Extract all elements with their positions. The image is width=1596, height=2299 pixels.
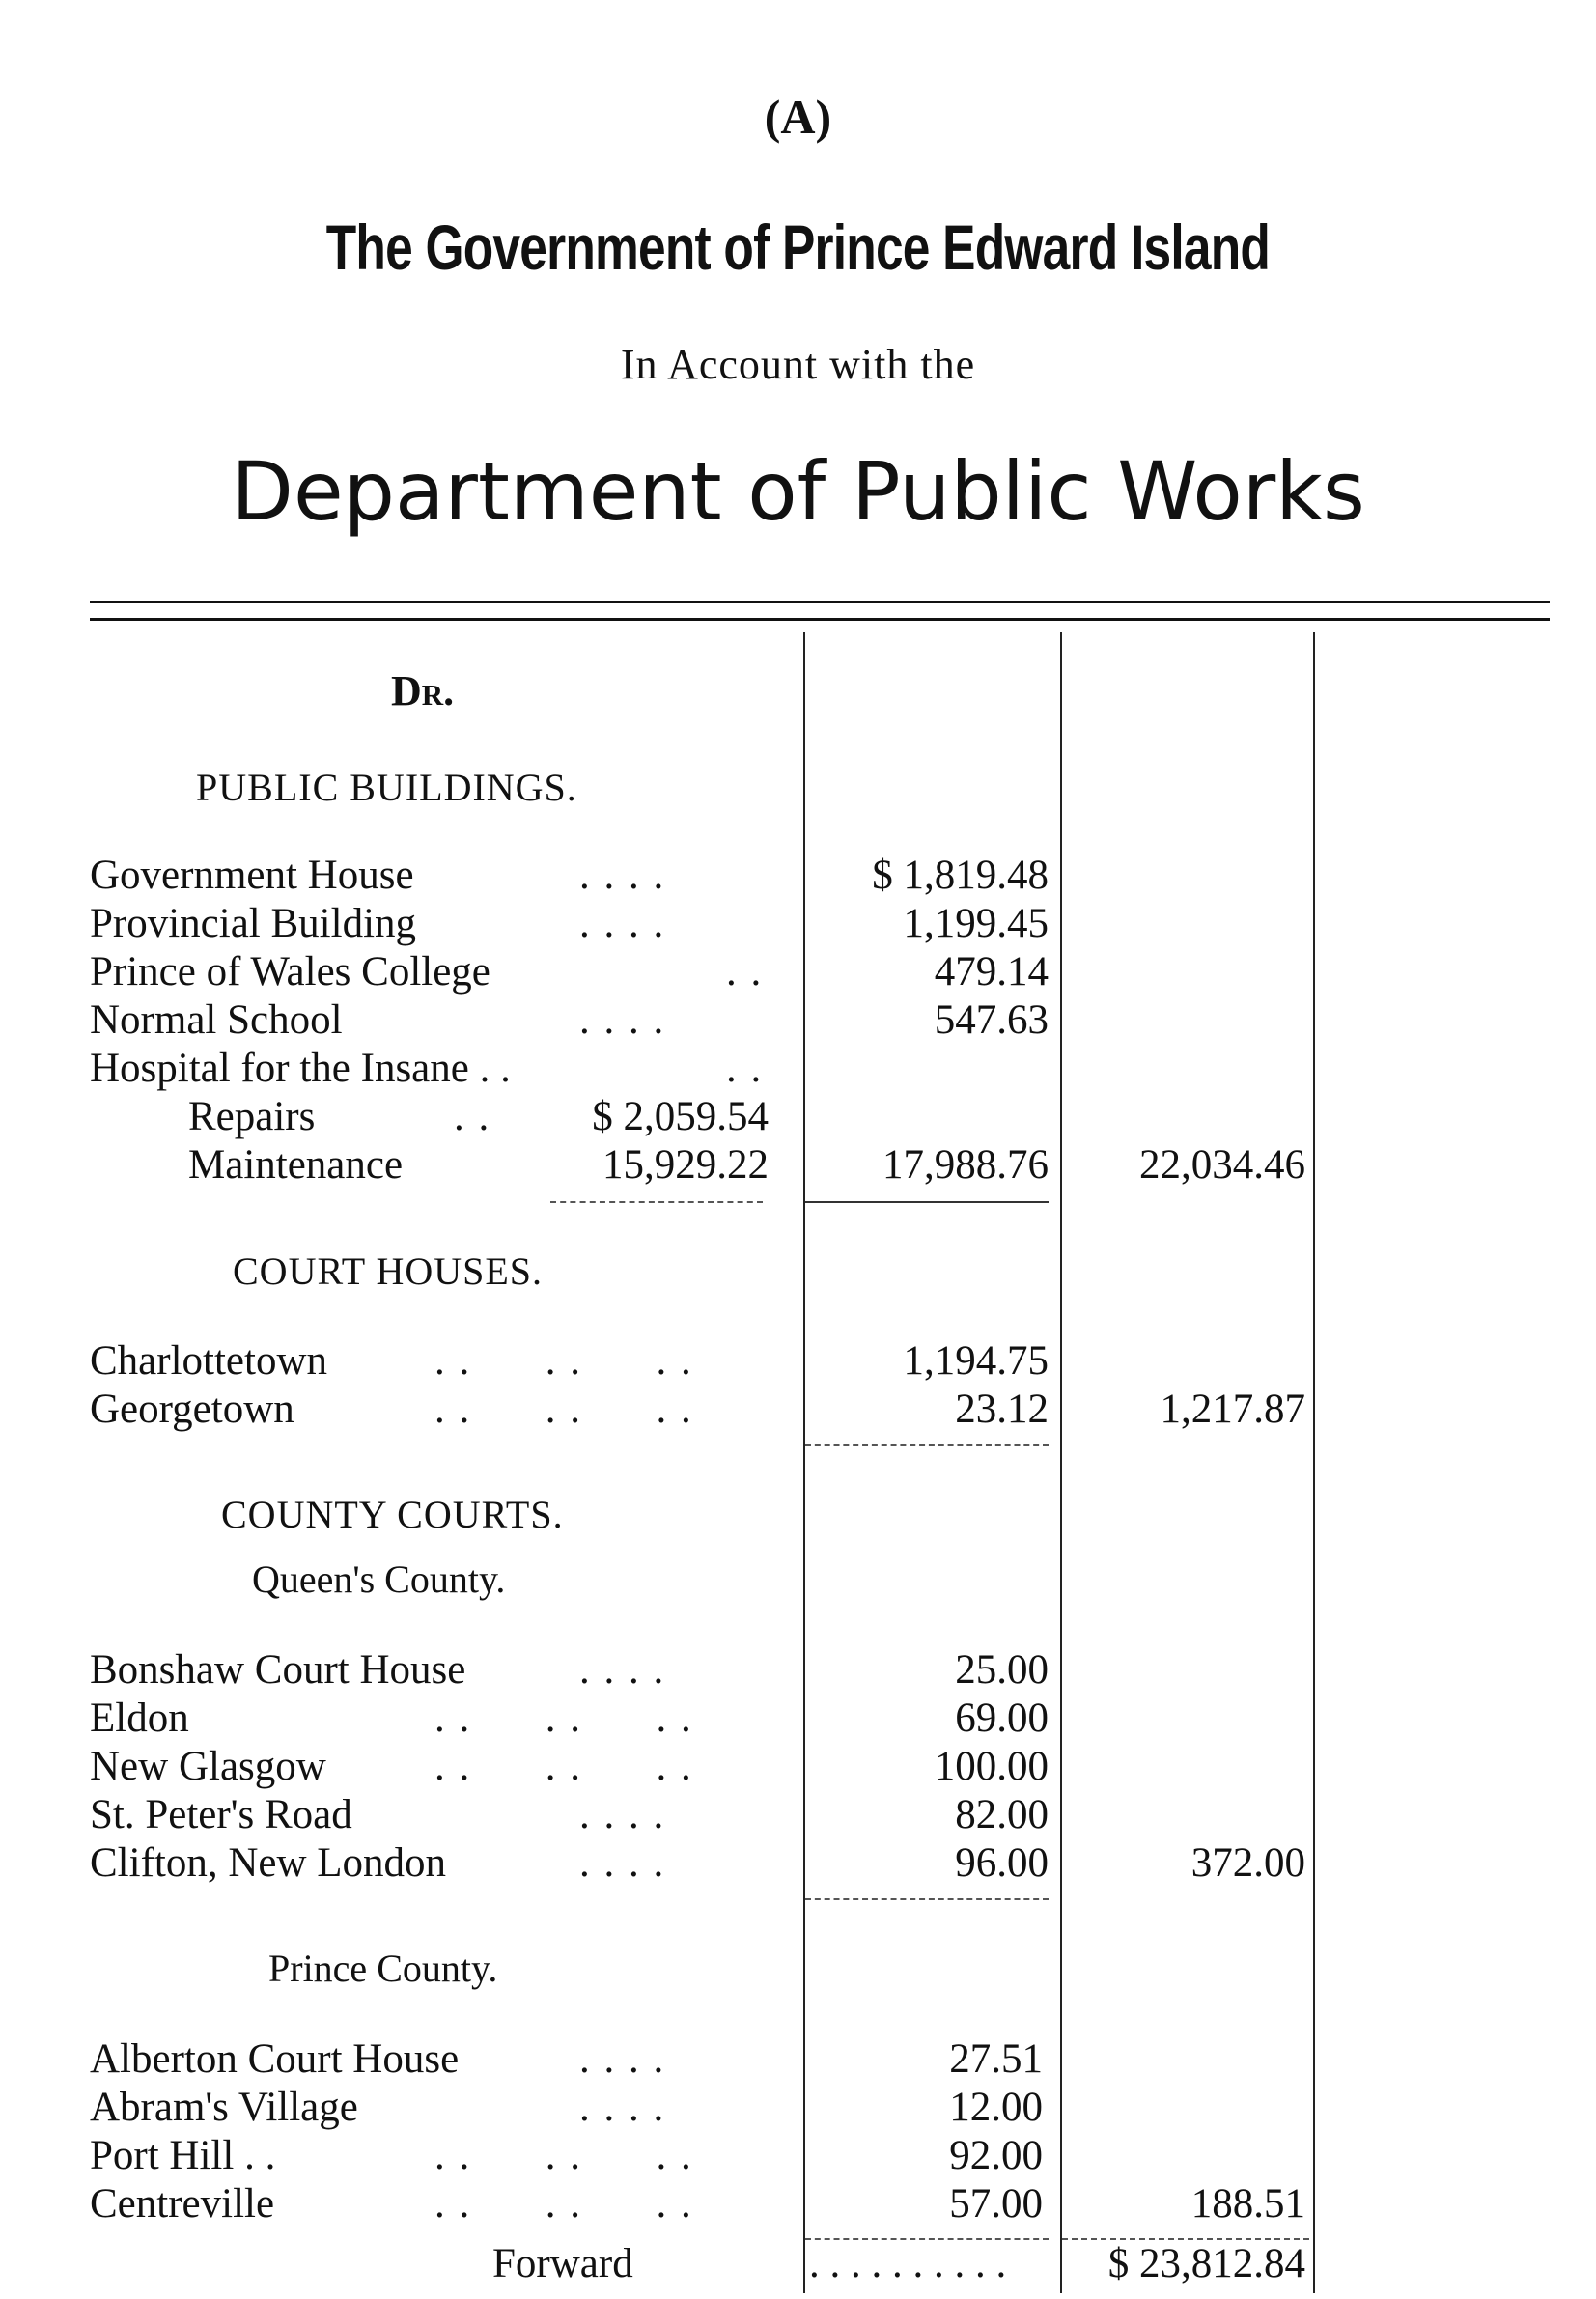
row-leader: . . . . . . (434, 1338, 693, 1384)
row-amount: 92.00 (949, 2133, 1043, 2178)
row-amount: 82.00 (955, 1792, 1049, 1837)
row-label: Eldon (90, 1696, 189, 1741)
row-label: Charlottetown (90, 1338, 328, 1384)
row-label: Abram's Village (90, 2085, 358, 2130)
row-label: Maintenance (188, 1142, 404, 1188)
row-label: Centreville (90, 2181, 275, 2227)
forward-amount: $ 23,812.84 (1107, 2241, 1305, 2286)
row-leader: . . (726, 949, 764, 995)
row-amount: 23.12 (955, 1387, 1049, 1432)
section-heading-county-courts: COUNTY COURTS. (221, 1493, 564, 1536)
subtotal-rule (805, 1201, 1049, 1203)
header-rule-top (90, 601, 1550, 603)
row-leader: . . . . (579, 853, 666, 898)
header-rule-bottom (90, 618, 1550, 621)
row-label: Alberton Court House (90, 2036, 460, 2082)
subsection-heading-queens-county: Queen's County. (252, 1557, 506, 1601)
column-divider-3 (1313, 632, 1315, 2293)
row-leader: . . . . (579, 997, 666, 1043)
row-leader: . . . . . . (434, 1696, 693, 1741)
row-amount: 96.00 (955, 1840, 1049, 1886)
row-label: New Glasgow (90, 1744, 326, 1789)
row-amount: 12.00 (949, 2085, 1043, 2130)
department-title: Department of Public Works (231, 444, 1365, 539)
row-amount: 547.63 (934, 997, 1049, 1043)
row-leader: . . . . (579, 1792, 666, 1837)
row-leader: . . . . (579, 1840, 666, 1886)
row-label: Normal School (90, 997, 343, 1043)
row-amount: $ 1,819.48 (872, 853, 1049, 898)
section-heading-court-houses: COURT HOUSES. (233, 1249, 544, 1293)
row-leader: . . . . (579, 2036, 666, 2082)
subtotal-rule (805, 1444, 1049, 1446)
section-total: 372.00 (1190, 1840, 1305, 1886)
row-label: Bonshaw Court House (90, 1647, 466, 1693)
row-label: Hospital for the Insane . . (90, 1046, 511, 1091)
row-leader: . . (454, 1094, 491, 1139)
section-total: 188.51 (1190, 2181, 1305, 2227)
row-amount: 57.00 (949, 2181, 1043, 2227)
row-amount: $ 2,059.54 (592, 1094, 769, 1139)
document-subtitle: In Account with the (620, 341, 976, 388)
subtotal-rule (805, 1898, 1049, 1900)
row-amount: 69.00 (955, 1696, 1049, 1741)
row-label: Clifton, New London (90, 1840, 447, 1886)
forward-label: Forward (492, 2241, 633, 2286)
row-amount: 100.00 (934, 1744, 1049, 1789)
row-amount: 15,929.22 (602, 1142, 769, 1188)
section-heading-public-buildings: PUBLIC BUILDINGS. (196, 766, 577, 809)
subtotal-rule (550, 1201, 763, 1203)
row-leader: . . . . . . (434, 2133, 693, 2178)
section-total: 1,217.87 (1160, 1387, 1305, 1432)
forward-leader: . . . . . . . . . . (809, 2241, 1007, 2286)
row-amount: 1,199.45 (903, 901, 1049, 946)
row-label: Provincial Building (90, 901, 417, 946)
row-subtotal: 17,988.76 (882, 1142, 1049, 1188)
row-leader: . . . . . . (434, 1744, 693, 1789)
debit-side-label: Dr. (391, 667, 455, 715)
document-title: The Government of Prince Edward Island (325, 211, 1271, 283)
row-leader: . . . . . . (434, 1387, 693, 1432)
row-label: Government House (90, 853, 414, 898)
row-amount: 27.51 (949, 2036, 1043, 2082)
row-label: Prince of Wales College (90, 949, 490, 995)
subsection-heading-prince-county: Prince County. (268, 1947, 498, 1990)
row-leader: . . . . (579, 2085, 666, 2130)
row-label: Repairs (188, 1094, 316, 1139)
row-label: St. Peter's Road (90, 1792, 352, 1837)
row-amount: 1,194.75 (903, 1338, 1049, 1384)
section-total: 22,034.46 (1139, 1142, 1305, 1188)
row-leader: . . . . (579, 901, 666, 946)
row-leader: . . . . (579, 1647, 666, 1693)
document-mark: (A) (764, 90, 832, 144)
row-label: Port Hill . . (90, 2133, 276, 2178)
row-amount: 25.00 (955, 1647, 1049, 1693)
column-divider-2 (1060, 632, 1062, 2293)
row-label: Georgetown (90, 1387, 294, 1432)
row-leader: . . (726, 1046, 764, 1091)
row-amount: 479.14 (934, 949, 1049, 995)
row-leader: . . . . . . (434, 2181, 693, 2227)
